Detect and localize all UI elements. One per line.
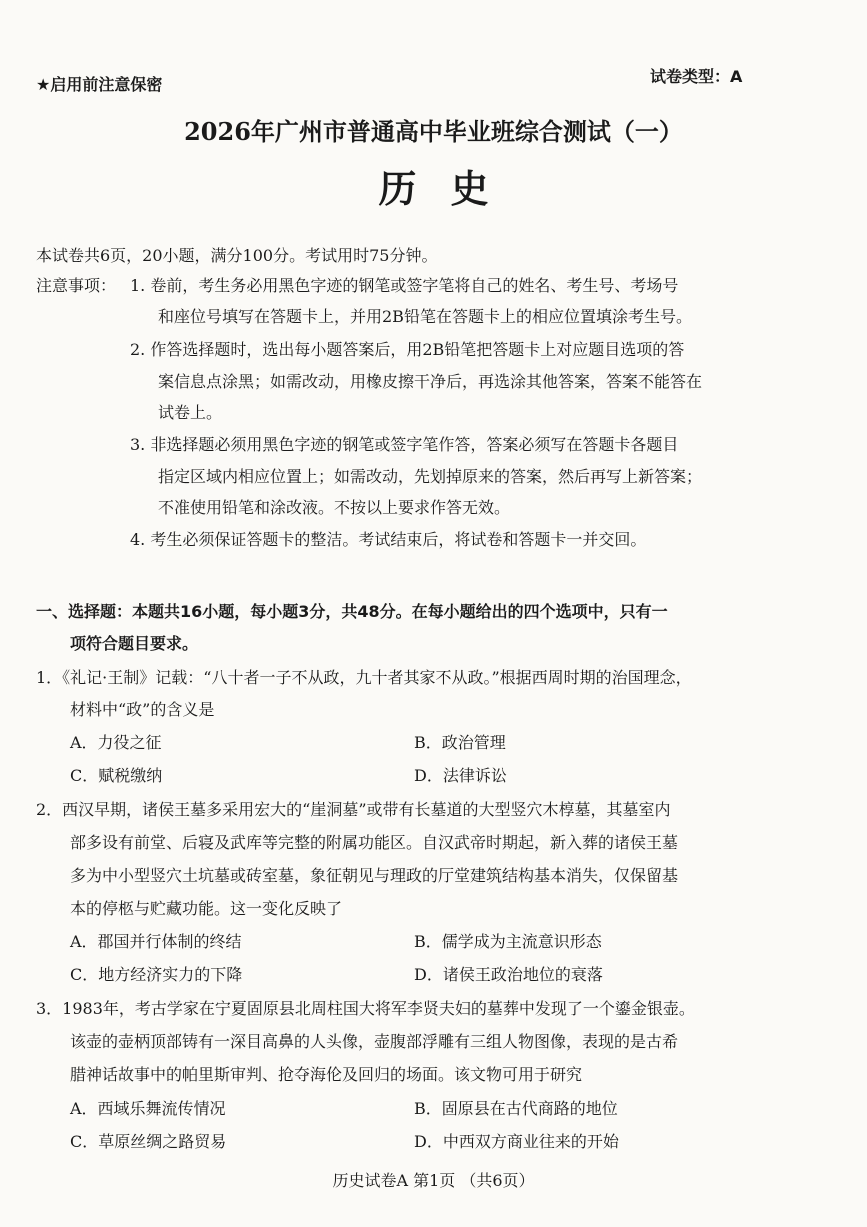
option-c: C．草原丝绸之路贸易 <box>70 1132 227 1151</box>
option-a: A．郡国并行体制的终结 <box>70 932 242 951</box>
paper-type: 试卷类型：A <box>650 67 743 86</box>
notice-line: 1. 卷前，考生务必用黑色字迹的钢笔或签字笔将自己的姓名、考生号、考场号 <box>130 276 679 295</box>
option-b: B．儒学成为主流意识形态 <box>414 932 602 951</box>
question-line: 2．西汉早期，诸侯王墓多采用宏大的“崖洞墓”或带有长墓道的大型竖穴木椁墓，其墓室内 <box>36 800 671 819</box>
option-d: D．诸侯王政治地位的衰落 <box>414 965 603 984</box>
option-b: B．政治管理 <box>414 733 506 752</box>
notice-label: 注意事项： <box>36 276 117 295</box>
confidential-notice: ★启用前注意保密 <box>36 75 163 94</box>
option-a: A．力役之征 <box>70 733 162 752</box>
question-line: 3．1983年，考古学家在宁夏固原县北周柱国大将军李贤夫妇的墓葬中发现了一个鎏金银壶。 <box>36 999 695 1018</box>
notice-line: 不准使用铅笔和涂改液。不按以上要求作答无效。 <box>158 498 511 517</box>
option-b: B．固原县在古代商路的地位 <box>414 1099 618 1118</box>
question-line: 1．《礼记·王制》记载：“八十者一子不从政，九十者其家不从政。”根据西周时期的治国理念， <box>36 668 692 687</box>
option-c: C．地方经济实力的下降 <box>70 965 243 984</box>
question-line: 部多设有前堂、后寝及武库等完整的附属功能区。自汉武帝时期起，新入葬的诸侯王墓 <box>70 833 679 852</box>
question-line: 材料中“政”的含义是 <box>70 700 215 719</box>
subject-title: 历史 <box>378 166 523 211</box>
option-c: C．赋税缴纳 <box>70 766 163 785</box>
notice-line: 和座位号填写在答题卡上，并用2B铅笔在答题卡上的相应位置填涂考生号。 <box>158 307 692 326</box>
section-heading: 项符合题目要求。 <box>70 634 199 653</box>
exam-intro: 本试卷共6页，20小题，满分100分。考试用时75分钟。 <box>36 246 438 265</box>
notice-line: 2. 作答选择题时，选出每小题答案后，用2B铅笔把答题卡上对应题目选项的答 <box>130 340 685 359</box>
question-line: 多为中小型竖穴土坑墓或砖室墓，象征朝见与理政的厅堂建筑结构基本消失，仅保留基 <box>70 866 679 885</box>
notice-line: 指定区域内相应位置上；如需改动，先划掉原来的答案，然后再写上新答案； <box>158 467 703 486</box>
option-d: D．中西双方商业往来的开始 <box>414 1132 619 1151</box>
page-footer: 历史试卷A 第1页 （共6页） <box>332 1171 535 1190</box>
option-a: A．西域乐舞流传情况 <box>70 1099 226 1118</box>
exam-title: 2026年广州市普通高中毕业班综合测试（一） <box>184 117 683 146</box>
notice-line: 试卷上。 <box>158 403 223 422</box>
notice-line: 3. 非选择题必须用黑色字迹的钢笔或签字笔作答，答案必须写在答题卡各题目 <box>130 435 679 454</box>
notice-line: 4. 考生必须保证答题卡的整洁。考试结束后，将试卷和答题卡一并交回。 <box>130 530 647 549</box>
section-heading: 一、选择题：本题共16小题，每小题3分，共48分。在每小题给出的四个选项中，只有一 <box>36 602 668 621</box>
question-line: 该壶的壶柄顶部铸有一深目高鼻的人头像，壶腹部浮雕有三组人物图像，表现的是古希 <box>70 1032 679 1051</box>
question-line: 腊神话故事中的帕里斯审判、抢夺海伦及回归的场面。该文物可用于研究 <box>70 1065 583 1084</box>
notice-line: 案信息点涂黑；如需改动，用橡皮擦干净后，再选涂其他答案，答案不能答在 <box>158 372 703 391</box>
option-d: D．法律诉讼 <box>414 766 507 785</box>
question-line: 本的停柩与贮藏功能。这一变化反映了 <box>70 899 343 918</box>
